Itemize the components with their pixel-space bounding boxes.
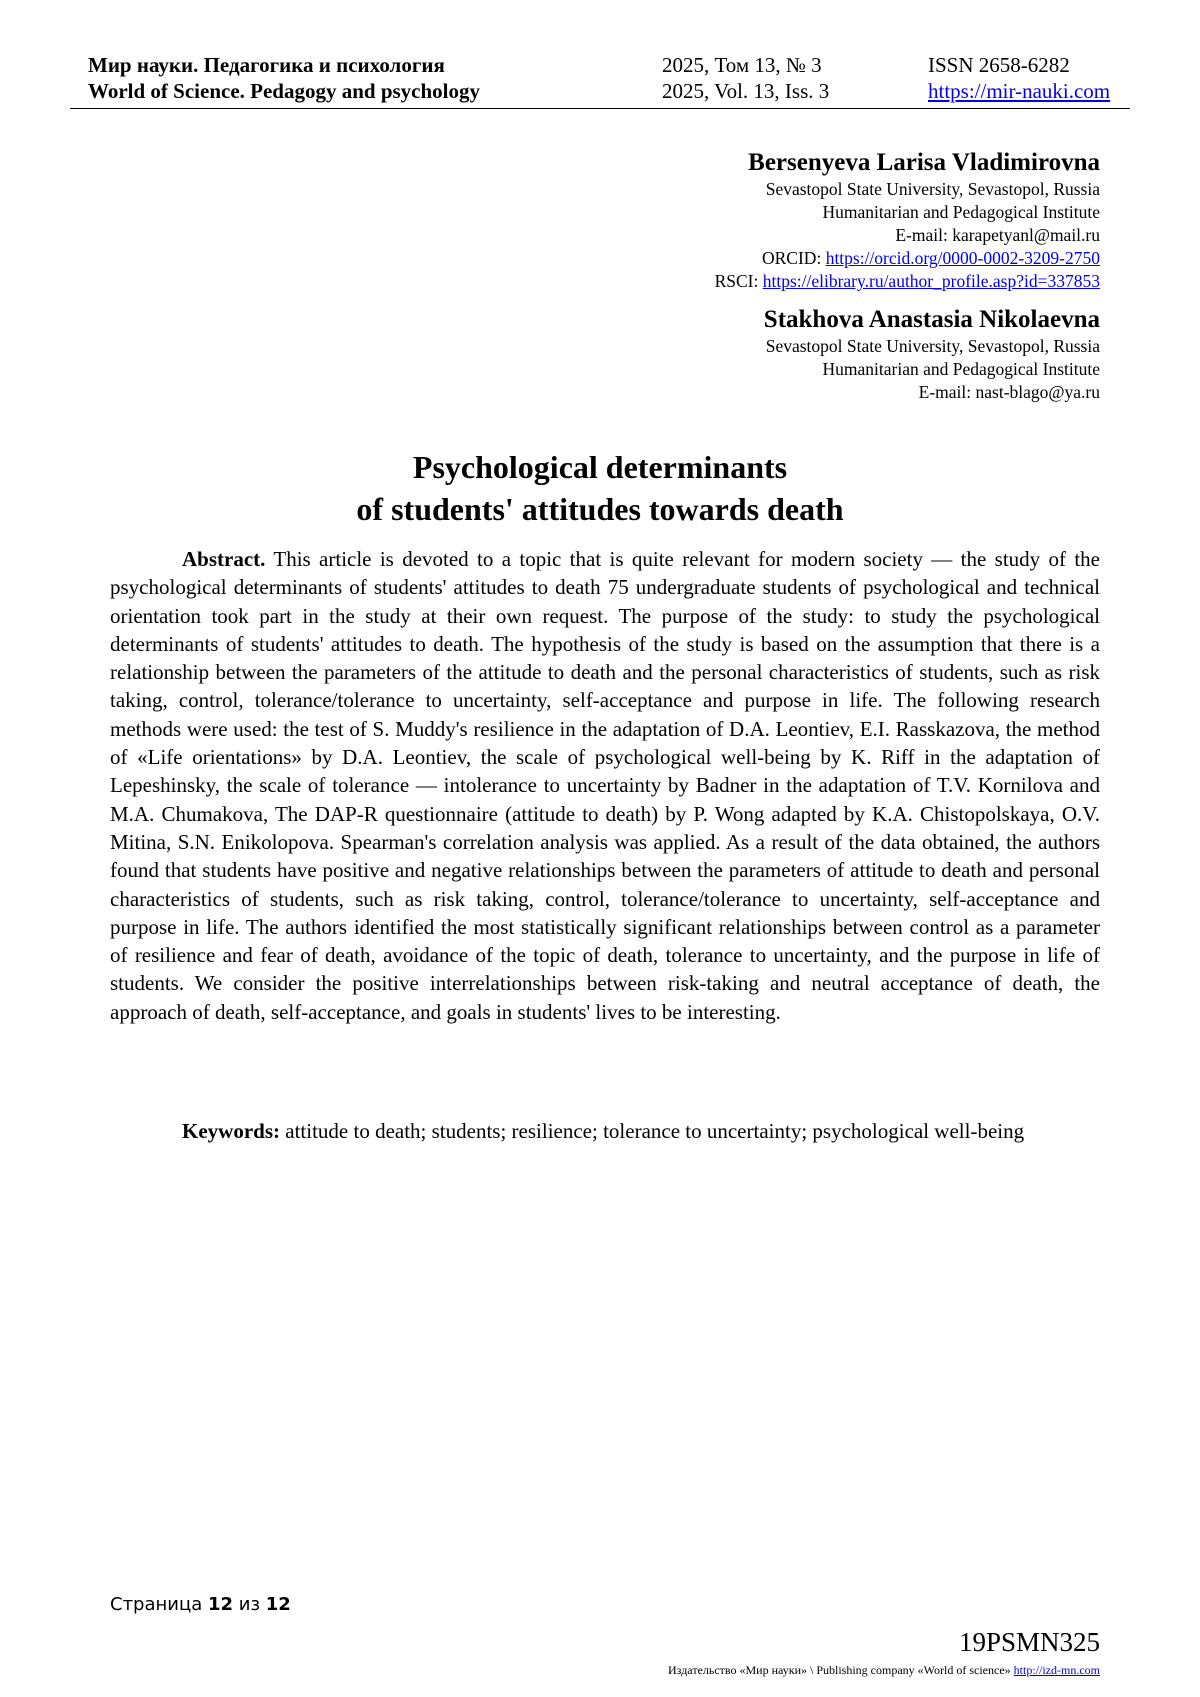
title-line-2: of students' attitudes towards death (356, 491, 844, 527)
author-name: Stakhova Anastasia Nikolaevna (763, 306, 1100, 333)
keywords (110, 1117, 1100, 1145)
header-row-en (70, 78, 1130, 104)
author-institute: Humanitarian and Pedagogical Institute (822, 359, 1100, 379)
keywords-text: attitude to death; students; resilience; tolerance to uncertainty; psychological well-being (280, 1119, 1025, 1143)
issn: ISSN 2658-6282 (928, 53, 1070, 77)
authors-block (400, 148, 1100, 404)
keywords-label: Keywords: (182, 1119, 280, 1143)
page-prefix: Страница (110, 1594, 208, 1615)
author-rsci (400, 270, 1100, 293)
author-name: Bersenyeva Larisa Vladimirovna (748, 149, 1100, 176)
page-current: 12 (207, 1594, 234, 1615)
author-orcid (400, 247, 1100, 270)
abstract-text: This article is devoted to a topic that is quite relevant for modern society — the study of the psychological determinants of students' attitudes to death 75 undergraduate students of psychological and technical orientation took part in the study at their own request. The purpose of the study: to study the psychological determinants of students' attitudes to death. The hypothesis of the study is based on the assumption that there is a relationship between the parameters of the attitude to death and the personal characteristics of students, such as risk taking, control, tolerance/tolerance to uncertainty, self-acceptance and purpose in life. The following research methods were used: the test of S. Muddy's resilience in the adaptation of D.A. Leontiev, E.I. Rasskazova, the method of «Life orientations» by D.A. Leontiev, the scale of psychological well-being by K. Riff in the adaptation of Lepeshinsky, the scale of tolerance — intolerance to uncertainty by Badner in the adaptation of T.V. Kornilova and M.A. Chumakova, The DAP-R questionnaire (attitude to death) by P. Wong adapted by K.A. Chistopolskaya, O.V. Mitina, S.N. Enikolopova. Spearman's correlation analysis was applied. As a result of the data obtained, the authors found that students have positive and negative relationships between the parameters of attitude to death and personal characteristics of students, such as risk taking, control, tolerance/tolerance to uncertainty, self-acceptance and purpose in life. The authors identified the most statistically significant relationships between control as a parameter of resilience and fear of death, avoidance of the topic of death, tolerance to uncertainty, and the purpose in life of students. We consider the positive interrelationships between risk-taking and neutral acceptance of death, the approach of death, self-acceptance, and goals in students' lives to be interesting. (110, 547, 1100, 1024)
header-row-ru (70, 52, 1130, 78)
title-line-1: Psychological determinants (412, 449, 788, 485)
article-title (100, 446, 1100, 530)
page-middle: из (233, 1594, 266, 1615)
author-institute: Humanitarian and Pedagogical Institute (822, 202, 1100, 222)
author-email: E-mail: karapetyanl@mail.ru (895, 225, 1100, 245)
author-affiliation: Sevastopol State University, Sevastopol, Russia (765, 336, 1100, 356)
journal-header (70, 52, 1130, 109)
abstract-label: Abstract. (182, 547, 266, 571)
rsci-link[interactable]: https://elibrary.ru/author_profile.asp?id=337853 (762, 271, 1100, 291)
author-2 (400, 305, 1100, 404)
rsci-label: RSCI: (714, 271, 763, 291)
orcid-link[interactable]: https://orcid.org/0000-0002-3209-2750 (825, 248, 1100, 268)
abstract (110, 545, 1100, 1026)
journal-name-en: World of Science. Pedagogy and psychology (88, 79, 481, 103)
publisher-link[interactable]: http://izd-mn.com (1013, 1663, 1100, 1677)
page-total: 12 (265, 1594, 291, 1615)
issue-ru: 2025, Том 13, № 3 (662, 53, 822, 77)
issue-en: 2025, Vol. 13, Iss. 3 (662, 79, 830, 103)
author-affiliation: Sevastopol State University, Sevastopol, Russia (765, 179, 1100, 199)
article-code: 19PSMN325 (958, 1627, 1100, 1657)
publisher-line (668, 1662, 1100, 1678)
journal-name-ru: Мир науки. Педагогика и психология (88, 53, 445, 77)
author-email: E-mail: nast-blago@ya.ru (918, 382, 1100, 402)
journal-site-link[interactable]: https://mir-nauki.com (928, 79, 1111, 103)
publisher-text: Издательство «Мир науки» \ Publishing company «World of science» (668, 1663, 1014, 1677)
orcid-label: ORCID: (762, 248, 826, 268)
page-counter (110, 1594, 291, 1615)
author-1 (400, 148, 1100, 293)
